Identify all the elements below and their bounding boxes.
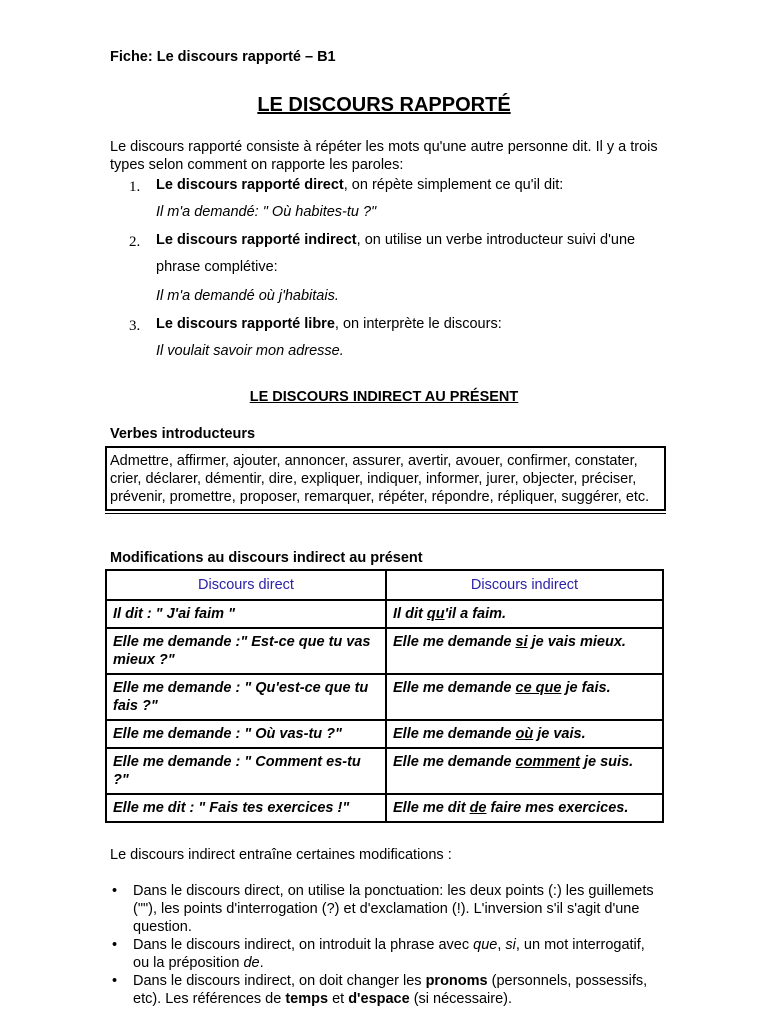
table-row: Il dit : " J'ai faim " Il dit qu'il a faim. [106,600,663,628]
fiche-label: Fiche: Le discours rapporté – B1 [110,49,336,65]
column-header: Discours indirect [386,570,663,600]
page-title: LE DISCOURS RAPPORTÉ [257,94,511,116]
table-row: Elle me dit : " Fais tes exercices !" Elle me dit de faire mes exercices. [106,794,663,822]
table-row: Elle me demande :" Est-ce que tu vas mieux ?" Elle me demande si je vais mieux. [106,628,663,674]
list-item: • Dans le discours direct, on utilise la ponctuation: les deux points (:) les guillemets (""), les points d'interrogation (?) et d'exclamation (!). L'inversion s'il s'agit d'une question. [110,882,655,936]
table-header-row [106,570,663,600]
section-title: LE DISCOURS INDIRECT AU PRÉSENT [249,389,519,405]
example-text: Il m'a demandé: " Où habites-tu ?" [156,204,377,220]
bullet-list [110,882,655,1008]
table-row: Elle me demande : " Comment es-tu ?" Elle me demande comment je suis. [106,748,663,794]
document-page: Fiche: Le discours rapporté – B1 LE DISCOURS RAPPORTÉ Le discours rapporté consiste à répéter les mots qu'une autre personne dit. Il y a trois types selon comment on rapporte les paroles: 1. Le discours rapporté direct, on répète simplement ce qu'il dit: Il m'a demandé: " Où habites-tu ?" 2. Le discours rapporté indirect, on utilise un verbe introducteur suivi d'une phrase complétive: Il m'a demandé où j'habitais. 3. Le discours rapporté libre, on interprète le discours: Il voulait savoir mon adresse. LE DISCOURS INDIRECT AU PRÉSENT Verbes introducteurs Admettre, affirmer, ajouter, annoncer, assurer, avertir, avouer, confirmer, constater, crier, déclarer, démentir, dire, expliquer, indiquer, informer, jurer, objecter, préciser, prévenir, promettre, proposer, remarquer, répéter, répondre, répliquer, suggérer, etc. Modifications au discours indirect au présent Discours direct Discours indirect Il dit : " J'ai faim " Il dit qu'il a faim. Elle me demande :" Est-ce que tu vas mieux ?" Elle me demande si je vais mieux. Elle me demande : " Qu'est-ce que tu fais ?" Elle me demande ce que je fais. Elle me demande : " Où vas-tu ?" Elle me demande où je vais. Elle me demande : " Comment es-tu ?" Elle me demande comment je suis. Elle me dit : " Fais tes exercices !" Elle me dit de faire mes exercices. Le discours indirect entraîne certaines modifications : • Dans le discours direct, on utilise la ponctuation: les deux points (:) les guillemets (""), les points d'interrogation (?) et d'exclamation (!). L'inversion s'il s'agit d'une question. • Dans le discours indirect, on introduit la phrase avec que, si, un mot interrogatif, ou la préposition de. • Dans le discours indirect, on doit changer les pronoms (personnels, possessifs, etc). Les références de temps et d'espace (si nécessaire). [0,0,768,1024]
intro-paragraph: Le discours rapporté consiste à répéter les mots qu'une autre personne dit. Il y a trois types selon comment on rapporte les paroles: [110,139,658,173]
verbes-box: Admettre, affirmer, ajouter, annoncer, assurer, avertir, avouer, confirmer, constater, crier, déclarer, démentir, dire, expliquer, indiquer, informer, jurer, objecter, préciser, prévenir, promettre, proposer, remarquer, répéter, répondre, répliquer, suggérer, etc. [105,446,666,511]
table-row: Elle me demande : " Qu'est-ce que tu fais ?" Elle me demande ce que je fais. [106,674,663,720]
modifications-intro: Le discours indirect entraîne certaines modifications : [110,847,452,863]
example-text: Il voulait savoir mon adresse. [156,343,344,359]
column-header: Discours direct [106,570,386,600]
table-row: Elle me demande : " Où vas-tu ?" Elle me demande où je vais. [106,720,663,748]
modifications-heading: Modifications au discours indirect au présent [110,550,423,566]
example-text: Il m'a demandé où j'habitais. [156,288,339,304]
list-item: • Dans le discours indirect, on doit changer les pronoms (personnels, possessifs, etc). Les références de temps et d'espace (si nécessaire). [110,972,655,1008]
list-item: • Dans le discours indirect, on introduit la phrase avec que, si, un mot interrogatif, ou la préposition de. [110,936,655,972]
modifications-table [105,569,664,823]
verbes-heading: Verbes introducteurs [110,426,256,442]
